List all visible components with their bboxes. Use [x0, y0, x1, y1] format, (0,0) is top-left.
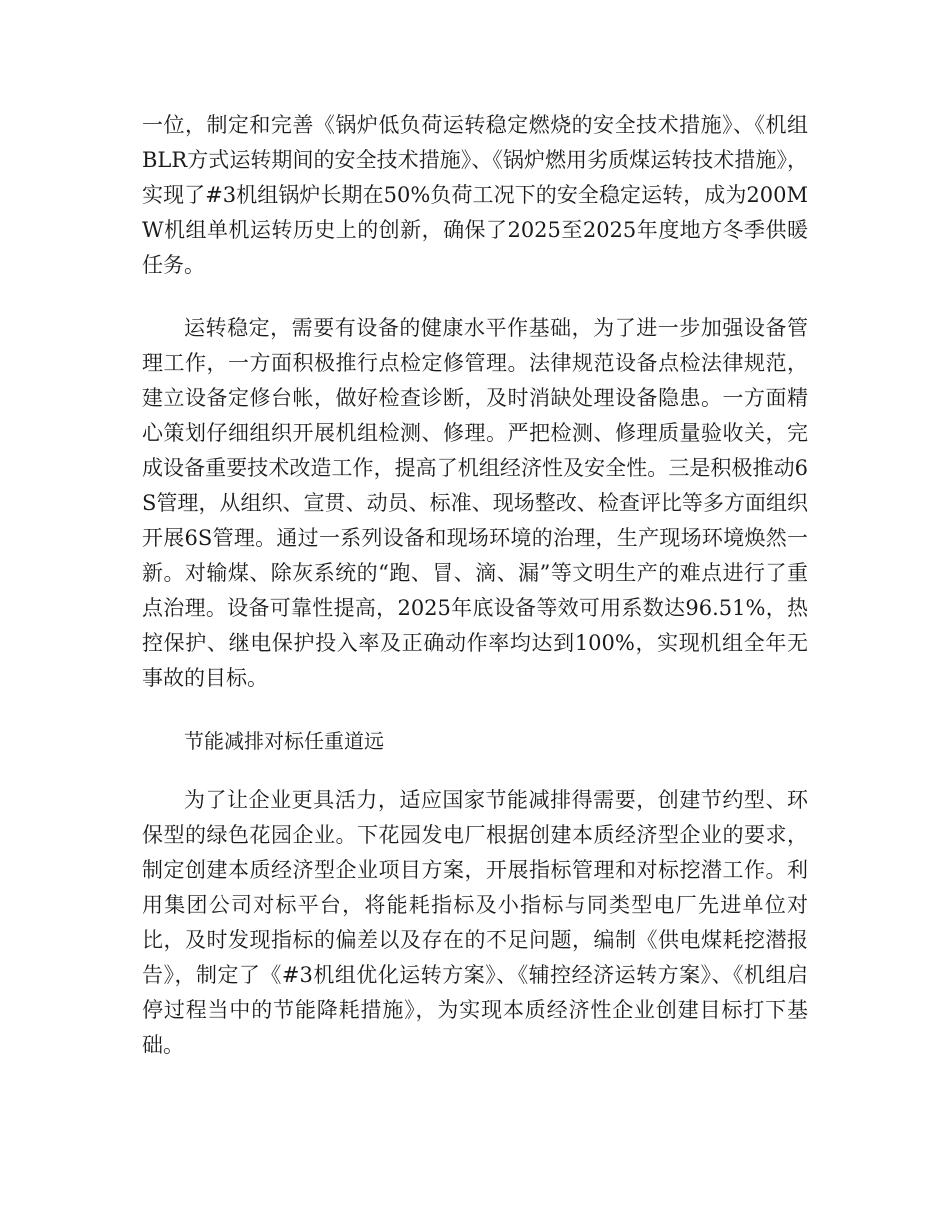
- paragraph-energy-saving: 为了让企业更具活力，适应国家节能减排得需要，创建节约型、环保型的绿色花园企业。下花园发电厂根据创建本质经济型企业的要求，制定创建本质经济型企业项目方案，开展指标管理和对标挖潜工作。利用集团公司对标平台，将能耗指标及小指标与同类型电厂先进单位对比，及时发现指标的偏差以及存在的不足问题，编制《供电煤耗挖潜报告》，制定了《#3机组优化运转方案》、《辅控经济运转方案》、《机组启停过程当中的节能降耗措施》，为实现本质经济性企业创建目标打下基础。: [142, 788, 808, 1057]
- section-heading: 节能减排对标任重道远: [184, 729, 384, 753]
- paragraph-equipment-management: 运转稳定，需要有设备的健康水平作基础，为了进一步加强设备管理工作，一方面积极推行点检定修管理。法律规范设备点检法律规范，建立设备定修台帐，做好检查诊断，及时消缺处理设备隐患。一方面精心策划仔细组织开展机组检测、修理。严把检测、修理质量验收关，完成设备重要技术改造工作，提高了机组经济性及安全性。三是积极推动6S管理，从组织、宣贯、动员、标准、现场整改、检查评比等多方面组织开展6S管理。通过一系列设备和现场环境的治理，生产现场环境焕然一新。对输煤、除灰系统的“跑、冒、滴、漏”等文明生产的难点进行了重点治理。设备可靠性提高，2025年底设备等效可用系数达96.51%，热控保护、继电保护投入率及正确动作率均达到100%，实现机组全年无事故的目标。: [142, 316, 808, 690]
- document-page: [142, 108, 808, 1091]
- paragraph-continuation: 一位，制定和完善《锅炉低负荷运转稳定燃烧的安全技术措施》、《机组BLR方式运转期间的安全技术措施》、《锅炉燃用劣质煤运转技术措施》，实现了#3机组锅炉长期在50%负荷工况下的安全稳定运转，成为200MW机组单机运转历史上的创新，确保了2025至2025年度地方冬季供暖任务。: [142, 113, 808, 277]
